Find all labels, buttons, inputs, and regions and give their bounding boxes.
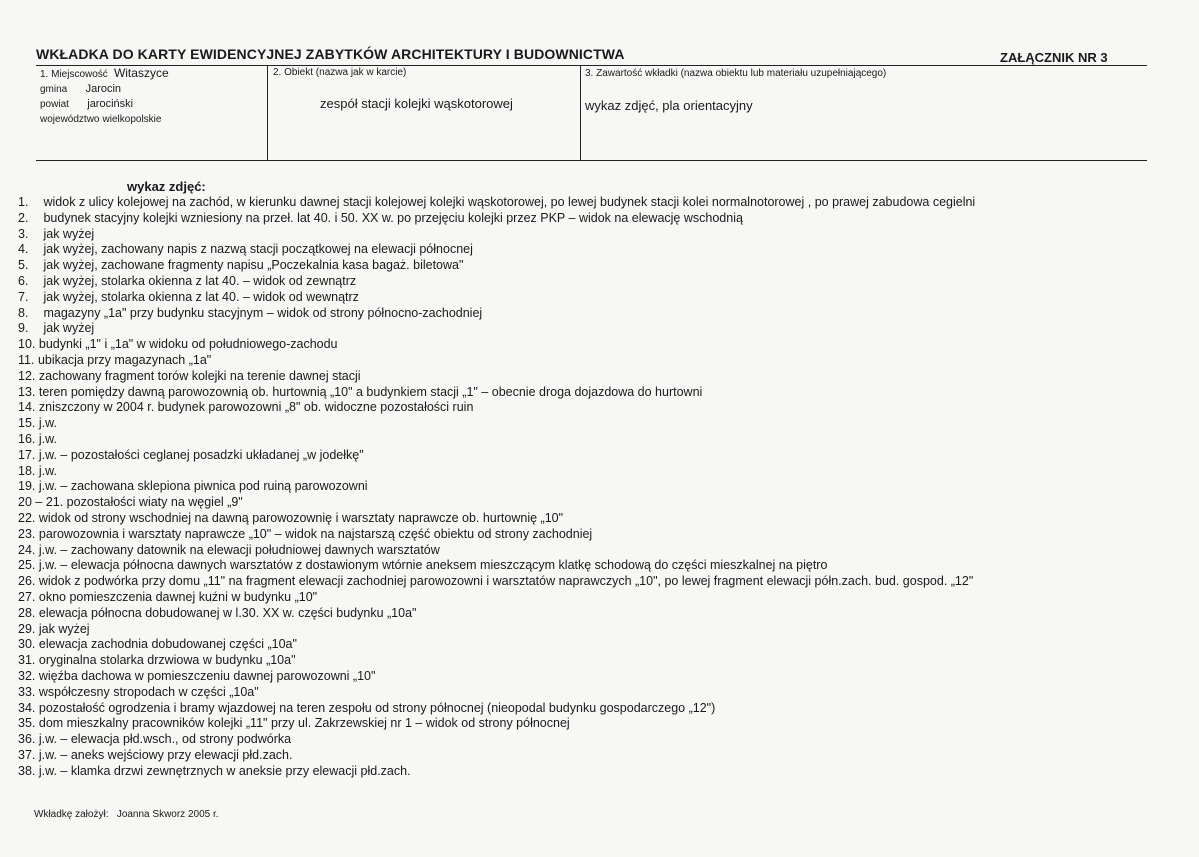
photo-list-item: [18, 385, 975, 401]
photo-list-item: [18, 527, 975, 543]
contents-value: wykaz zdjęć, pla orientacyjny: [585, 98, 753, 113]
photo-list-item-number: 22.: [18, 510, 36, 525]
photo-list-item-text: oryginalna stolarka drzwiowa w budynku „10a": [38, 653, 296, 668]
photo-list-item-text: więźba dachowa w pomieszczeniu dawnej parowozowni „10": [38, 668, 376, 683]
photo-list-item-number: 5.: [18, 258, 29, 273]
photo-list-item: [18, 748, 975, 764]
photo-list-item-number: 24.: [18, 542, 36, 557]
photo-list-item-number: 23.: [18, 526, 36, 541]
photo-list-item-text: j.w.: [38, 416, 57, 431]
location-gmina-row: [40, 82, 264, 97]
footer-author-name: Joanna Skworz 2005 r.: [116, 809, 219, 820]
photo-list-item-number: 14.: [18, 400, 36, 415]
photo-list-item-number: 19.: [18, 479, 36, 494]
wojewodztwo-label: województwo: [40, 114, 100, 125]
photo-list-item-text: widok z ulicy kolejowej na zachód, w kierunku dawnej stacji kolejowej kolejki wąskotorowej, po lewej budynek stacji kolei normalnotorowej , po prawej zabudowa cegielni: [43, 195, 976, 209]
photo-list-item-number: 18.: [18, 463, 36, 478]
photo-list-item: [18, 574, 975, 590]
photo-list-item-number: 6.: [18, 273, 29, 288]
photo-list-item-text: jak wyżej, zachowane fragmenty napisu „Poczekalnia kasa bagaż. biletowa": [43, 258, 464, 273]
photo-list-item: [18, 590, 975, 606]
photo-list-item: [18, 432, 975, 448]
photo-list-item-number: 34.: [18, 700, 36, 715]
photo-list-item-number: 35.: [18, 716, 36, 731]
photo-list-item-text: zachowany fragment torów kolejki na terenie dawnej stacji: [38, 368, 361, 383]
photo-list-item: [18, 558, 975, 574]
photo-list-item-text: j.w. – zachowany datownik na elewacji południowej dawnych warsztatów: [38, 542, 440, 557]
photo-list-item: [18, 464, 975, 480]
header-bottom-rule: [36, 160, 1147, 161]
document-title: WKŁADKA DO KARTY EWIDENCYJNEJ ZABYTKÓW ARCHITEKTURY I BUDOWNICTWA: [36, 46, 625, 62]
photo-list: [18, 195, 975, 779]
photo-list-item: [18, 321, 975, 337]
photo-list-item-text: ubikacja przy magazynach „1a": [37, 352, 212, 367]
footer-author: [34, 809, 219, 820]
photo-list-item-text: widok z podwórka przy domu „11" na fragment elewacji zachodniej parowozowni i warsztatów naprawczych „10", po lewej fragment elewacji półn.zach. bud. gospod. „12": [38, 574, 974, 589]
photo-list-item-text: teren pomiędzy dawną parowozownią ob. hurtownią „10" a budynkiem stacji „1" – obecnie droga dojazdowa do hurtowni: [38, 384, 703, 399]
powiat-label: powiat: [40, 99, 69, 110]
photo-list-item-text: j.w. – aneks wejściowy przy elewacji płd.zach.: [38, 747, 293, 762]
photo-list-item: [18, 685, 975, 701]
photo-list-item: [18, 400, 975, 416]
photo-list-item: [18, 622, 975, 638]
photo-list-item: [18, 479, 975, 495]
location-place: Witaszyce: [113, 66, 169, 80]
photo-list-item-number: 33.: [18, 684, 36, 699]
photo-list-item: [18, 290, 975, 306]
photo-list-item: [18, 258, 975, 274]
photo-list-item-text: widok od strony wschodniej na dawną parowozownię i warsztaty naprawcze ob. hurtownię „10": [38, 510, 564, 525]
photo-list-item-text: j.w. – klamka drzwi zewnętrznych w aneksie przy elewacji płd.zach.: [38, 763, 411, 778]
photo-list-item: [18, 227, 975, 243]
annex-number: ZAŁĄCZNIK NR 3: [1000, 50, 1108, 65]
gmina-label: gmina: [40, 84, 68, 95]
photo-list-item-text: jak wyżej, stolarka okienna z lat 40. – widok od zewnątrz: [43, 273, 357, 288]
photo-list-item-text: elewacja północna dobudowanej w l.30. XX w. części budynku „10a": [38, 605, 417, 620]
photo-list-item: [18, 337, 975, 353]
photo-list-item-number: 8.: [18, 305, 29, 320]
photo-list-item: [18, 511, 975, 527]
photo-list-item: [18, 606, 975, 622]
photo-list-item-text: magazyny „1a" przy budynku stacyjnym – widok od strony północno-zachodniej: [43, 305, 483, 320]
photo-list-item-number: 7.: [18, 289, 29, 304]
photo-list-item-number: 27.: [18, 589, 36, 604]
photo-list-item-number: 29.: [18, 621, 36, 636]
photo-list-item-number: 31.: [18, 653, 36, 668]
photo-list-item-text: jak wyżej: [38, 621, 90, 636]
photo-list-item-number: 20: [18, 495, 32, 510]
photo-list-item-number: 13.: [18, 384, 36, 399]
photo-list-item-number: 30.: [18, 637, 36, 652]
photo-list-item-number: 4.: [18, 242, 29, 257]
photo-list-item: [18, 211, 975, 227]
photo-list-item: [18, 242, 975, 258]
location-cell: [40, 66, 264, 127]
photo-list-item: [18, 369, 975, 385]
photo-list-item-text: j.w. – elewacja płd.wsch., od strony podwórka: [38, 732, 292, 747]
photo-list-item-text: budynki „1" i „1a" w widoku od południowego-zachodu: [38, 337, 338, 352]
location-powiat-row: [40, 97, 264, 112]
photo-list-item-text: j.w. – pozostałości ceglanej posadzki układanej „w jodełkę": [38, 447, 364, 462]
photo-list-item-text: współczesny stropodach w części „10a": [38, 684, 259, 699]
photo-list-item-text: jak wyżej: [43, 226, 95, 241]
photo-list-item-number: 26.: [18, 574, 36, 589]
photo-list-item-text: jak wyżej, stolarka okienna z lat 40. – widok od wewnątrz: [43, 289, 359, 304]
photo-list-item-text: dom mieszkalny pracowników kolejki „11" przy ul. Zakrzewskiej nr 1 – widok od strony północnej: [38, 716, 570, 731]
photo-list-item-number: 3.: [18, 226, 29, 241]
photo-list-item: [18, 353, 975, 369]
photo-list-item-number: 36.: [18, 732, 36, 747]
photo-list-item: [18, 653, 975, 669]
photo-list-item: [18, 543, 975, 559]
column-divider-2: [580, 66, 581, 160]
photo-list-item-text: j.w.: [38, 463, 57, 478]
photo-list-item-number: 10.: [18, 337, 36, 352]
photo-list-heading: wykaz zdjęć:: [127, 179, 206, 194]
photo-list-item: [18, 448, 975, 464]
photo-list-item: [18, 306, 975, 322]
photo-list-item-text: pozostałość ogrodzenia i bramy wjazdowej na teren zespołu od strony północnej (nieopodal budynku gospodarczego „12"): [38, 700, 716, 715]
photo-list-item-number: 28.: [18, 605, 36, 620]
photo-list-item-text: – 21. pozostałości wiaty na węgiel „9": [35, 495, 243, 510]
photo-list-item-number: 15.: [18, 416, 36, 431]
object-value: zespół stacji kolejki wąskotorowej: [320, 96, 513, 111]
photo-list-item: [18, 732, 975, 748]
location-place-row: [40, 66, 264, 82]
photo-list-item-text: j.w. – elewacja północna dawnych warsztatów z dostawionym wtórnie aneksem mieszczącym klatkę schodową do części mieszkalnej na piętro: [38, 558, 828, 573]
photo-list-item-text: okno pomieszczenia dawnej kuźni w budynku „10": [38, 589, 318, 604]
photo-list-item: [18, 495, 975, 511]
photo-list-item-text: j.w. – zachowana sklepiona piwnica pod ruiną parowozowni: [38, 479, 368, 494]
column-divider-1: [267, 66, 268, 160]
photo-list-item-text: budynek stacyjny kolejki wzniesiony na przeł. lat 40. i 50. XX w. po przejęciu kolejki przez PKP – widok na elewację wschodnią: [43, 210, 743, 225]
photo-list-item-number: 12.: [18, 368, 36, 383]
photo-list-item: [18, 274, 975, 290]
photo-list-item-number: 32.: [18, 668, 36, 683]
photo-list-item-text: parowozownia i warsztaty naprawcze „10" – widok na najstarszą część obiektu od strony zachodniej: [38, 526, 593, 541]
photo-list-item-number: 9.: [18, 321, 29, 336]
photo-list-item-text: elewacja zachodnia dobudowanej części „10a": [38, 637, 297, 652]
location-wojewodztwo-row: [40, 112, 264, 127]
photo-list-item-number: 16.: [18, 431, 36, 446]
photo-list-item-number: 11.: [18, 352, 35, 367]
photo-list-item-number: 1.: [18, 195, 29, 209]
photo-list-item-number: 37.: [18, 747, 36, 762]
photo-list-item: [18, 195, 975, 211]
photo-list-item-number: 2.: [18, 210, 29, 225]
photo-list-item: [18, 637, 975, 653]
photo-list-item-number: 38.: [18, 763, 36, 778]
photo-list-item-text: jak wyżej, zachowany napis z nazwą stacji początkowej na elewacji północnej: [43, 242, 473, 257]
powiat-value: jarociński: [87, 98, 134, 110]
photo-list-item-number: 17.: [18, 447, 36, 462]
contents-label: 3. Zawartość wkładki (nazwa obiektu lub materiału uzupełniającego): [585, 68, 887, 79]
object-label: 2. Obiekt (nazwa jak w karcie): [273, 67, 407, 78]
photo-list-item-text: jak wyżej: [43, 321, 95, 336]
photo-list-item-text: j.w.: [38, 431, 57, 446]
photo-list-item: [18, 764, 975, 780]
photo-list-item: [18, 416, 975, 432]
photo-list-item: [18, 669, 975, 685]
wojewodztwo-value: wielkopolskie: [102, 114, 162, 125]
photo-list-item-text: zniszczony w 2004 r. budynek parowozowni „8" ob. widoczne pozostałości ruin: [38, 400, 474, 415]
gmina-value: Jarocin: [85, 83, 122, 95]
photo-list-item-number: 25.: [18, 558, 36, 573]
photo-list-item: [18, 701, 975, 717]
footer-label: Wkładkę założył:: [34, 809, 109, 820]
location-label: 1. Miejscowość: [40, 69, 108, 80]
photo-list-item: [18, 716, 975, 732]
